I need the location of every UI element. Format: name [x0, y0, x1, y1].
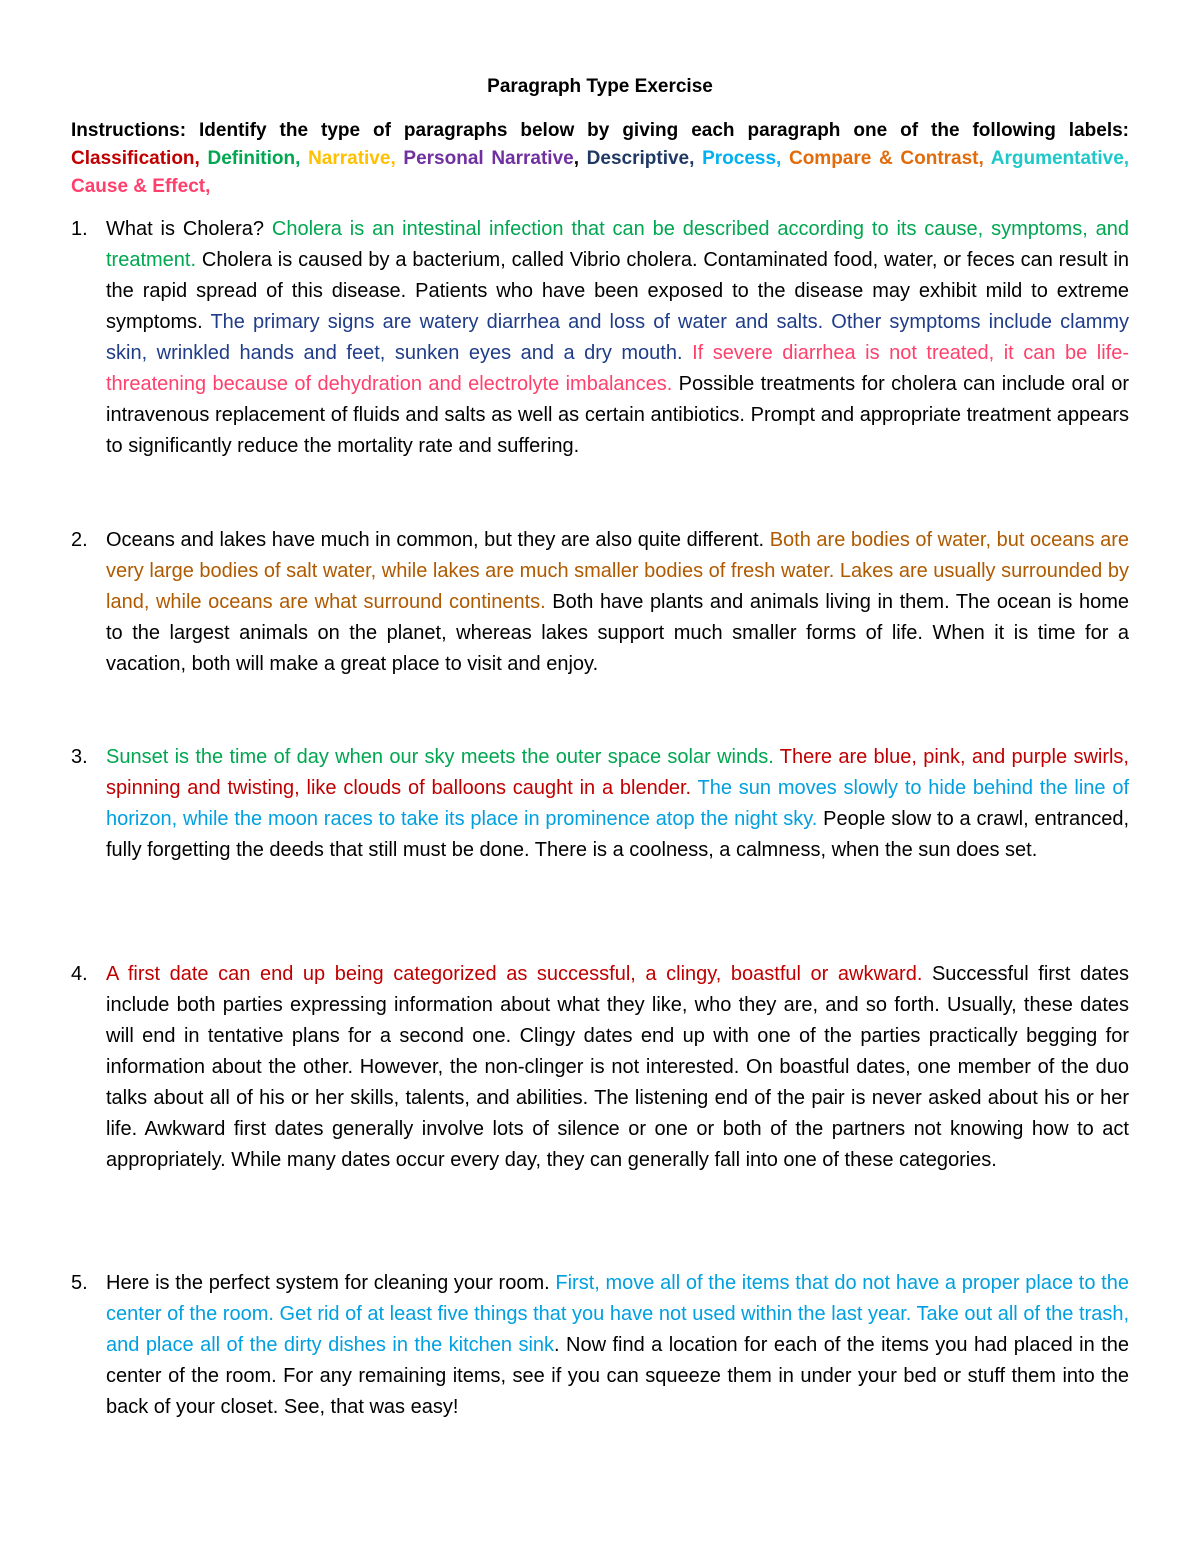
text-segment: Cause & Effect,: [71, 176, 211, 197]
text-segment: Successful first dates include both parties expressing information about what they like, who they are, and so forth. Usually, these dates will end in tentative plans for a second one. Clingy dates end up with one of the parties practically begging for information about the other. However, the non-clinger is not interested. On boastful dates, one member of the duo talks about all of his or her skills, talents, and abilities. The listening end of the pair is never asked about his or her life. Awkward first dates generally involve lots of silence or one or both of the partners not knowing how to act appropriately. While many dates occur every day, they can generally fall into one of these categories.: [106, 963, 1129, 1171]
text-segment: [683, 342, 693, 364]
text-segment: There are blue, pink, and purple swirls, spinning and twisting, like clouds of balloons caught in a blender.: [106, 746, 1129, 799]
text-segment: The sun moves slowly to hide behind the line of horizon, while the moon races to take its place in prominence atop the night sky.: [106, 777, 1129, 830]
text-segment: People slow to a crawl, entranced, fully forgetting the deeds that still must be done. There is a coolness, a calmness, when the sun does set.: [106, 808, 1130, 861]
paragraph-number: 5.: [71, 1272, 88, 1294]
text-segment: Argumentative,: [990, 148, 1130, 169]
text-segment: Narrative,: [308, 148, 396, 169]
paragraph-text: [106, 214, 1129, 462]
text-segment: First, move all of the items that do not have a proper place to the center of the room. Get rid of at least five things that you have not used within the last year. Take out all of the trash, and place all of the dirty dishes in the kitchen sink: [106, 1272, 1129, 1356]
paragraph-item: [71, 742, 1129, 866]
paragraph-item: [71, 525, 1129, 680]
page-title: Paragraph Type Exercise: [487, 76, 713, 97]
text-segment: Cholera is caused by a bacterium, called Vibrio cholera. Contaminated food, water, or feces can result in the rapid spread of this disease. Patients who have been exposed to the disease may exhibit mild to extreme symptoms.: [106, 249, 1129, 333]
paragraph-item: [71, 214, 1129, 462]
paragraph-text: [106, 1268, 1129, 1423]
paragraph-number: 3.: [71, 746, 88, 768]
paragraph-number: 4.: [71, 963, 88, 985]
paragraph-text: [106, 742, 1129, 866]
text-segment: Both have plants and animals living in them. The ocean is home to the largest animals on the planet, whereas lakes support much smaller forms of life. When it is time for a vacation, both will make a great place to visit and enjoy.: [106, 591, 1129, 675]
paragraph-text: [106, 959, 1129, 1176]
text-segment: Instructions: Identify the type of paragraphs below by giving each paragraph one of the following labels:: [71, 120, 1129, 141]
text-segment: . Now find a location for each of the items you had placed in the center of the room. For any remaining items, see if you can squeeze them in under your bed or stuff them into the back of your closet. See, that was easy!: [106, 1334, 1129, 1418]
text-segment: The primary signs are watery diarrhea and loss of water and salts. Other symptoms include clammy skin, wrinkled hands and feet, sunken eyes and a dry mouth.: [106, 311, 1130, 364]
text-segment: Definition,: [207, 148, 301, 169]
paragraph-text: [106, 525, 1129, 680]
text-segment: A first date can end up being categorized as successful, a clingy, boastful or awkward.: [106, 963, 923, 985]
paragraph-number: 2.: [71, 529, 88, 551]
text-segment: Here is the perfect system for cleaning your room.: [106, 1272, 556, 1294]
text-segment: Cholera is an intestinal infection that can be described according to its cause, symptoms, and treatment.: [106, 218, 1129, 271]
paragraph-number: 1.: [71, 218, 88, 240]
text-segment: Classification,: [71, 148, 200, 169]
text-segment: What is Cholera?: [106, 218, 272, 240]
text-segment: [781, 148, 789, 169]
text-segment: Personal Narrative: [403, 148, 574, 169]
text-segment: ,: [573, 148, 587, 169]
text-segment: [694, 148, 702, 169]
paragraph-item: [71, 1268, 1129, 1423]
text-segment: Possible treatments for cholera can include oral or intravenous replacement of fluids and salts as well as certain antibiotics. Prompt and appropriate treatment appears to significantly reduce the mortality rate and suffering.: [106, 373, 1129, 457]
text-segment: Sunset is the time of day when our sky meets the outer space solar winds.: [106, 746, 774, 768]
paragraph-item: [71, 959, 1129, 1176]
instructions-paragraph: [71, 117, 1129, 201]
text-segment: [200, 148, 208, 169]
text-segment: [984, 148, 991, 169]
text-segment: Oceans and lakes have much in common, but they are also quite different.: [106, 529, 770, 551]
text-segment: Process,: [702, 148, 782, 169]
text-segment: Compare & Contrast,: [788, 148, 984, 169]
text-segment: Descriptive,: [586, 148, 695, 169]
text-segment: Both are bodies of water, but oceans are very large bodies of salt water, while lakes are much smaller bodies of fresh water. Lakes are usually surrounded by land, while oceans are what surround continents.: [106, 529, 1129, 613]
text-segment: If severe diarrhea is not treated, it can be life-threatening because of dehydration and electrolyte imbalances.: [106, 342, 1129, 395]
text-segment: [300, 148, 308, 169]
